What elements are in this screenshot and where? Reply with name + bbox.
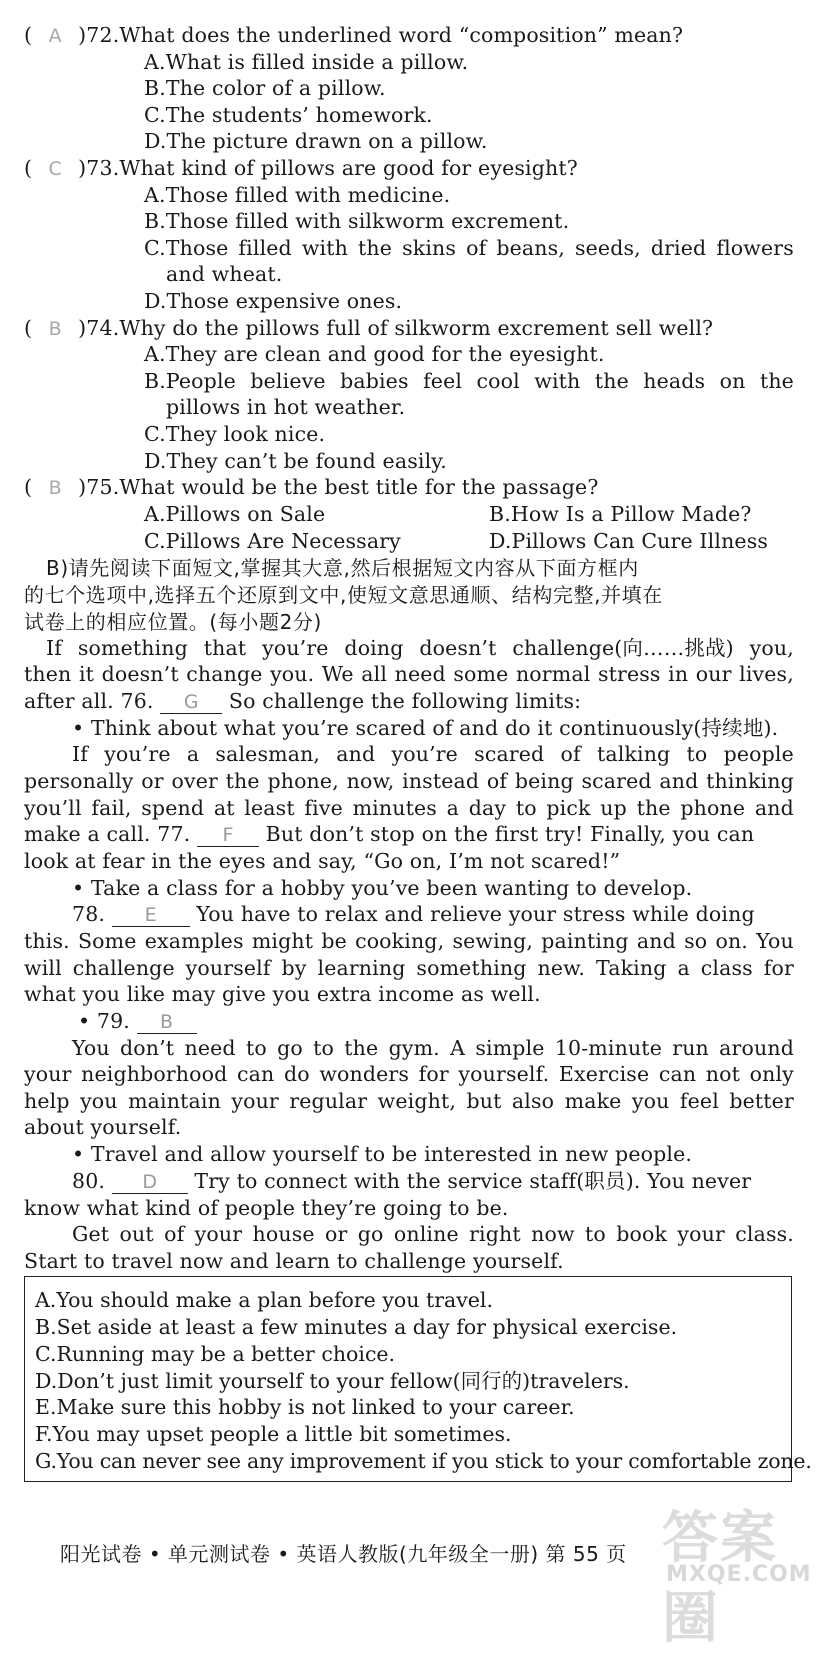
- word: instead: [402, 769, 480, 793]
- word: doing: [344, 636, 404, 660]
- word: salesman,: [215, 742, 321, 766]
- option-74a: A.They are clean and good for the eyesight.: [144, 342, 605, 366]
- blank-76: G: [160, 691, 222, 714]
- word: 10-minute: [554, 1036, 662, 1060]
- word: talking: [596, 742, 671, 766]
- word: a: [186, 742, 200, 766]
- word: the: [225, 769, 260, 793]
- option-72a: A.What is filled inside a pillow.: [144, 50, 469, 74]
- passage-76-text: So challenge the following limits:: [228, 689, 582, 713]
- passage-p5-line-1: know what kind of people they’re going to be.: [24, 1196, 509, 1220]
- word: yourself.: [458, 1062, 550, 1086]
- answer-73: C: [48, 158, 62, 180]
- word: If: [46, 636, 62, 660]
- choice-f: F.You may upset people a little bit sometimes.: [35, 1422, 512, 1446]
- word: a: [446, 796, 460, 820]
- option-74c: C.They look nice.: [144, 422, 326, 446]
- word: don’t: [120, 1036, 175, 1060]
- word: you’re: [262, 636, 329, 660]
- word: this.: [24, 929, 70, 953]
- word: stress: [597, 662, 661, 686]
- passage-p4-line-4: about yourself.: [24, 1115, 182, 1139]
- instruction-line-2: 的七个选项中,选择五个还原到文中,使短文意思通顺、结构完整,并填在: [24, 583, 663, 607]
- word: but: [466, 1089, 502, 1113]
- option-75d: D.Pillows Can Cure Illness: [489, 529, 769, 553]
- word: the: [594, 369, 629, 393]
- word: need: [394, 662, 446, 686]
- word: and: [754, 796, 794, 820]
- word: thinking: [706, 769, 794, 793]
- passage-line-77: [24, 821, 754, 847]
- word: do: [283, 1062, 310, 1086]
- passage-p2-end: look at fear in the eyes and say, “Go on, I’m not scared!”: [24, 849, 621, 873]
- word: your: [231, 1089, 279, 1113]
- word: book: [616, 1222, 668, 1246]
- word: and: [336, 742, 376, 766]
- word: by: [281, 956, 307, 980]
- word: scared: [474, 742, 545, 766]
- word: around: [719, 1036, 794, 1060]
- word: examples: [144, 929, 244, 953]
- word: feel: [423, 369, 463, 393]
- passage-p1-line-1: [46, 635, 794, 661]
- word: help: [24, 1089, 70, 1113]
- word: only: [749, 1062, 794, 1086]
- word: be: [321, 929, 347, 953]
- option-75a: A.Pillows on Sale: [144, 502, 326, 526]
- blank-79-number: • 79.: [78, 1009, 130, 1033]
- word: you.: [270, 662, 315, 686]
- blank-78: E: [112, 904, 190, 927]
- option-75c: C.Pillows Are Necessary: [144, 529, 401, 553]
- word: being: [514, 769, 574, 793]
- option-73c: [144, 235, 794, 261]
- option-73b: B.Those filled with silkworm excrement.: [144, 209, 570, 233]
- instruction-line-3: 试卷上的相应位置。(每小题2分): [24, 610, 322, 634]
- word: five: [304, 796, 343, 820]
- blank-79: B: [137, 1011, 197, 1034]
- word: something: [416, 956, 527, 980]
- word: phone,: [267, 769, 339, 793]
- word: of: [164, 1222, 185, 1246]
- question-75-stem: )75.What would be the best title for the passage?: [78, 475, 599, 499]
- passage-p4-line-3: [24, 1088, 794, 1114]
- option-75b: B.How Is a Pillow Made?: [489, 502, 752, 526]
- word: a: [677, 956, 690, 980]
- word: wonders: [319, 1062, 410, 1086]
- word: challenge(向……挑战): [512, 636, 734, 660]
- answer-74: B: [48, 318, 62, 340]
- word: on: [719, 369, 746, 393]
- blank-76-number: after all. 76.: [24, 689, 154, 713]
- word: can: [237, 1062, 275, 1086]
- word: filled: [238, 236, 292, 260]
- word: If: [72, 742, 88, 766]
- passage-p5-line-2: [72, 1221, 794, 1247]
- word: scared: [581, 769, 652, 793]
- word: class.: [735, 1222, 794, 1246]
- word: up: [600, 796, 627, 820]
- word: that: [203, 636, 247, 660]
- word: minutes: [352, 796, 437, 820]
- word: dried: [650, 236, 707, 260]
- word: feel: [679, 1089, 719, 1113]
- watermark-logo: [654, 1488, 829, 1651]
- passage-line-78: [72, 901, 755, 927]
- word: You: [72, 1036, 110, 1060]
- word: of: [486, 769, 508, 793]
- word: simple: [475, 1036, 545, 1060]
- word: normal: [515, 662, 591, 686]
- word: cool: [476, 369, 520, 393]
- bullet-take-class: • Take a class for a hobby you’ve been wanting to develop.: [72, 876, 693, 900]
- option-72b: B.The color of a pillow.: [144, 76, 386, 100]
- word: yourself: [185, 956, 271, 980]
- word: phone: [680, 796, 746, 820]
- word: Taking: [595, 956, 667, 980]
- word: new.: [537, 956, 586, 980]
- blank-78-number: 78.: [72, 902, 106, 926]
- word: your: [194, 1222, 243, 1246]
- blank-80-number: 80.: [72, 1169, 106, 1193]
- option-74b-cont: pillows in hot weather.: [166, 395, 406, 419]
- word: learning: [317, 956, 406, 980]
- blank-77: F: [197, 824, 259, 847]
- option-73d: D.Those expensive ones.: [144, 289, 403, 313]
- option-72c: C.The students’ homework.: [144, 103, 433, 127]
- page-footer: 阳光试卷 • 单元测试卷 • 英语人教版(九年级全一册) 第 55 页: [60, 1542, 627, 1566]
- word: will: [24, 956, 62, 980]
- choice-b: B.Set aside at least a few minutes a day for physical exercise.: [35, 1315, 678, 1339]
- word: people: [723, 742, 794, 766]
- word: believe: [250, 369, 326, 393]
- option-73c-cont: and wheat.: [166, 262, 283, 286]
- word: you’ll: [24, 796, 82, 820]
- word: flowers: [716, 236, 794, 260]
- passage-78-text: You have to relax and relieve your stress while doing: [196, 902, 755, 926]
- word: fail,: [91, 796, 132, 820]
- instruction-line-1: B)请先阅读下面短文,掌握其大意,然后根据短文内容从下面方框内: [46, 556, 639, 580]
- word: Get: [72, 1222, 110, 1246]
- word: also: [511, 1089, 555, 1113]
- word: need: [184, 1036, 236, 1060]
- passage-p4-line-2: [24, 1061, 794, 1087]
- option-73a: A.Those filled with medicine.: [144, 183, 451, 207]
- word: seeds,: [574, 236, 641, 260]
- word: C.Those: [144, 236, 229, 260]
- watermark-text: 答案圈: [662, 1506, 778, 1651]
- word: gym.: [388, 1036, 440, 1060]
- word: painting: [541, 929, 629, 953]
- passage-p4-line-1: [72, 1035, 794, 1061]
- word: to: [313, 1036, 335, 1060]
- word: regular: [289, 1089, 368, 1113]
- word: all: [361, 662, 388, 686]
- word: spend: [141, 796, 205, 820]
- word: and: [659, 769, 699, 793]
- word: of: [560, 742, 581, 766]
- word: We: [321, 662, 354, 686]
- word: might: [251, 929, 314, 953]
- question-74-stem-line: ( B )74.Why do the pillows full of silkworm excrement sell well?: [24, 316, 714, 340]
- question-73-stem-line: ( C )73.What kind of pillows are good for eyesight?: [24, 156, 578, 180]
- passage-p1-line-2: [24, 661, 794, 687]
- word: for: [763, 956, 794, 980]
- word: heads: [643, 369, 706, 393]
- word: to: [245, 1036, 267, 1060]
- word: You: [756, 929, 794, 953]
- passage-line-76: [24, 688, 581, 714]
- choice-a: A.You should make a plan before you travel.: [35, 1288, 494, 1312]
- word: weight,: [377, 1089, 457, 1113]
- word: house: [252, 1222, 315, 1246]
- word: challenge: [72, 956, 175, 980]
- question-72-stem: )72.What does the underlined word “composition” mean?: [78, 23, 684, 47]
- word: run: [672, 1036, 709, 1060]
- word: at: [213, 796, 235, 820]
- word: of: [466, 236, 487, 260]
- word: our: [695, 662, 732, 686]
- word: for: [418, 1062, 449, 1086]
- word: you,: [749, 636, 794, 660]
- passage-p2-line-3: [24, 795, 794, 821]
- word: or: [141, 769, 164, 793]
- word: babies: [340, 369, 409, 393]
- passage-line-79: [78, 1008, 197, 1034]
- word: better: [729, 1089, 794, 1113]
- passage-p3-line-2: [24, 955, 794, 981]
- word: class: [700, 956, 753, 980]
- word: not: [705, 1062, 741, 1086]
- choice-g: G.You can never see any improvement if you stick to your comfortable zone.: [35, 1449, 812, 1473]
- passage-p3-line-3: what you like may give you extra income as well.: [24, 982, 541, 1006]
- word: make: [564, 1089, 622, 1113]
- choice-d: D.Don’t just limit yourself to your fellow(同行的)travelers.: [35, 1369, 630, 1393]
- word: the: [636, 796, 671, 820]
- bullet-think-about: • Think about what you’re scared of and do it continuously(持续地).: [72, 716, 779, 740]
- option-74b: [144, 368, 794, 394]
- word: Some: [77, 929, 137, 953]
- option-72d: D.The picture drawn on a pillow.: [144, 129, 488, 153]
- answer-75: B: [48, 477, 62, 499]
- word: now: [531, 1222, 575, 1246]
- word: in: [668, 662, 689, 686]
- word: you’re: [391, 742, 458, 766]
- word: your: [677, 1222, 725, 1246]
- word: with: [301, 236, 349, 260]
- word: go: [277, 1036, 303, 1060]
- word: maintain: [128, 1089, 221, 1113]
- word: you: [80, 1089, 118, 1113]
- question-74-stem: )74.Why do the pillows full of silkworm excrement sell well?: [78, 316, 714, 340]
- word: can: [658, 1062, 697, 1086]
- word: skins: [402, 236, 457, 260]
- word: something: [77, 636, 188, 660]
- word: it: [78, 662, 95, 686]
- word: pick: [546, 796, 591, 820]
- word: neighborhood: [81, 1062, 228, 1086]
- word: on.: [715, 929, 748, 953]
- word: sewing,: [452, 929, 534, 953]
- word: change: [186, 662, 263, 686]
- word: the: [759, 369, 794, 393]
- word: cooking,: [355, 929, 445, 953]
- word: with: [534, 369, 581, 393]
- passage-80-text: Try to connect with the service staff(职员). You never: [194, 1169, 752, 1193]
- word: to: [515, 796, 537, 820]
- word: or: [325, 1222, 348, 1246]
- word: so: [684, 929, 708, 953]
- word: the: [358, 236, 393, 260]
- question-75-stem-line: ( B )75.What would be the best title for the passage?: [24, 475, 599, 499]
- word: Exercise: [558, 1062, 650, 1086]
- word: day: [468, 796, 507, 820]
- option-74d: D.They can’t be found easily.: [144, 449, 447, 473]
- question-72-stem-line: ( A )72.What does the underlined word “composition” mean?: [24, 23, 684, 47]
- word: least: [244, 796, 295, 820]
- passage-77-text: But don’t stop on the first try! Finally, you can: [265, 822, 755, 846]
- word: over: [171, 769, 218, 793]
- watermark-url: MXQE.COM: [666, 1562, 812, 1587]
- word: lives,: [739, 662, 794, 686]
- passage-p3-line-1: [24, 928, 794, 954]
- answer-72: A: [48, 25, 62, 47]
- word: now,: [346, 769, 395, 793]
- word: to: [584, 1222, 606, 1246]
- word: A: [450, 1036, 466, 1060]
- bullet-travel: • Travel and allow yourself to be interested in new people.: [72, 1142, 693, 1166]
- word: your: [24, 1062, 72, 1086]
- word: doesn’t: [101, 662, 179, 686]
- blank-80: D: [112, 1171, 188, 1194]
- word: some: [453, 662, 509, 686]
- passage-p5-line-3: Start to travel now and learn to challenge yourself.: [24, 1249, 564, 1273]
- word: B.People: [144, 369, 236, 393]
- choice-c: C.Running may be a better choice.: [35, 1342, 396, 1366]
- word: right: [469, 1222, 521, 1246]
- word: you: [631, 1089, 670, 1113]
- word: personally: [24, 769, 134, 793]
- word: you’re: [104, 742, 171, 766]
- blank-77-number: make a call. 77.: [24, 822, 191, 846]
- question-73-stem: )73.What kind of pillows are good for eyesight?: [78, 156, 578, 180]
- word: then: [24, 662, 72, 686]
- word: online: [393, 1222, 459, 1246]
- word: out: [119, 1222, 154, 1246]
- word: beans,: [496, 236, 565, 260]
- passage-p2-line-2: [24, 768, 794, 794]
- word: and: [636, 929, 676, 953]
- word: go: [357, 1222, 384, 1246]
- word: to: [686, 742, 708, 766]
- word: the: [344, 1036, 379, 1060]
- choice-e: E.Make sure this hobby is not linked to your career.: [35, 1395, 575, 1419]
- passage-p2-line-1: [72, 741, 794, 767]
- choices-box: [24, 1276, 812, 1482]
- passage-line-80: [72, 1168, 751, 1194]
- word: doesn’t: [419, 636, 497, 660]
